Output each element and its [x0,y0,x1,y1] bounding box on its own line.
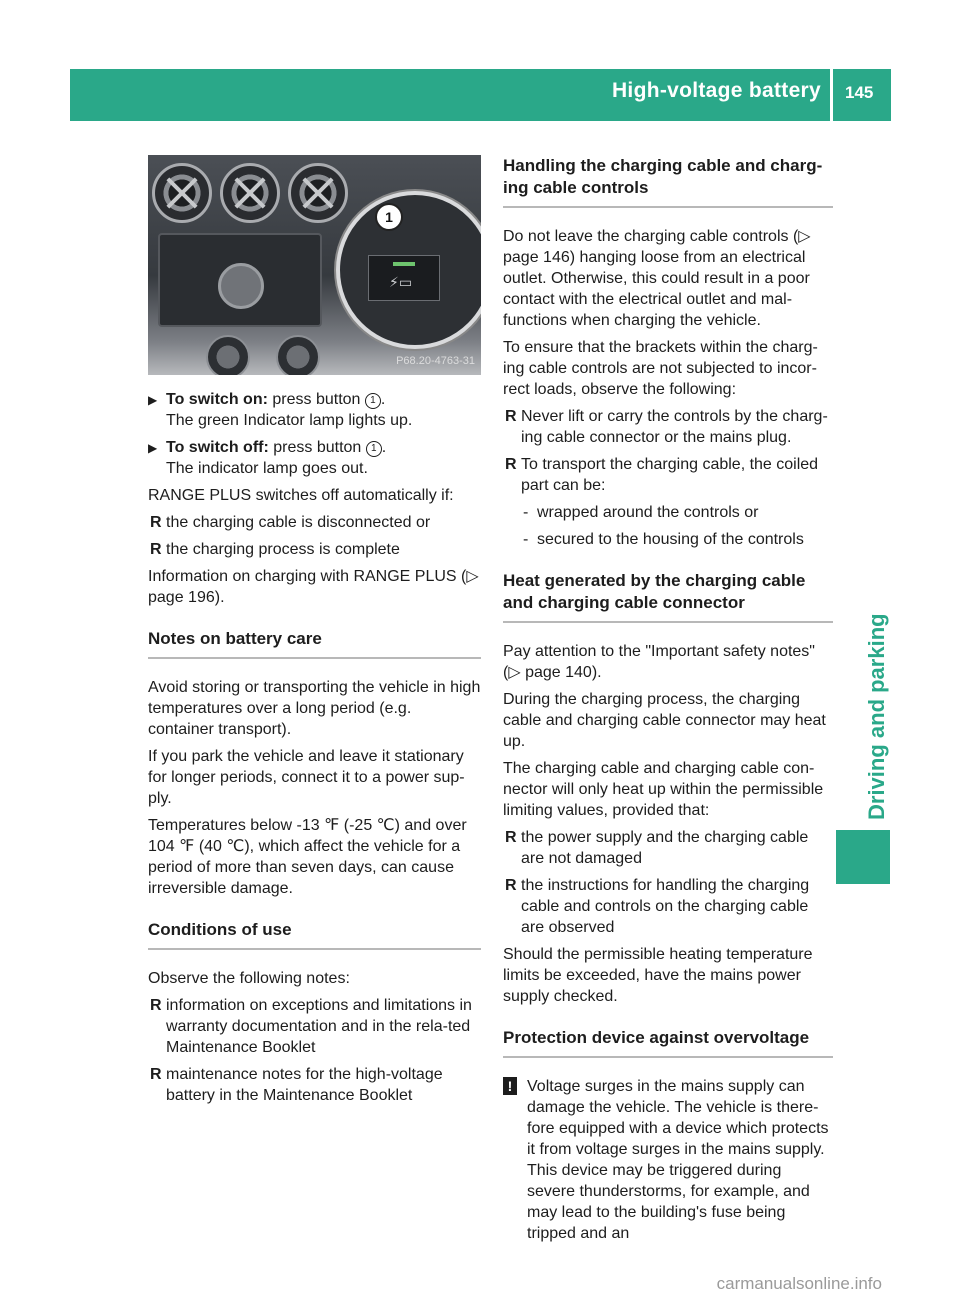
conditions-heading: Conditions of use [148,919,481,950]
switch-off-label: To switch off: [166,439,269,456]
sub-list-item: - wrapped around the controls or [523,504,759,521]
list-item: R Never lift or carry the controls by the charg-ing cable connector or the mains plug. [505,408,828,446]
auto-off-intro: RANGE PLUS switches off automatically if: [148,487,454,504]
paragraph: The charging cable and charging cable con-nector will only heat up within the permissible limiting values, provided that: [503,760,824,819]
switch-on-text: press button [272,391,361,408]
switch-on-step: ▶ To switch on: press button 1 . The green Indicator lamp lights up. [148,391,413,429]
control-knob-left [206,335,250,375]
warning-text: Voltage surges in the mains supply can damage the vehicle. The vehicle is there-fore equipped with a device which protects it from voltage surges in the mains supply. This device may be triggered during severe thunderstorms, for example, and may lead to the building's fuse being tripped and an [527,1078,829,1242]
paragraph: During the charging process, the charging cable and charging cable connector may heat up. [503,691,826,750]
info-text: Information on charging with RANGE PLUS (▷ page 196). [148,568,479,606]
list-item: R the power supply and the charging cable are not damaged [505,829,809,867]
air-vent-center-left [220,163,280,223]
header-divider [830,69,833,121]
heat-heading: Heat generated by the charging cable and charging cable connector [503,570,833,623]
section-tab-label: Driving and parking [864,613,889,820]
air-vent-center-right [288,163,348,223]
paragraph: Should the permissible heating temperature limits be exceeded, have the mains power supply checked. [503,946,813,1005]
paragraph: If you park the vehicle and leave it stationary for longer periods, connect it to a power sup-ply. [148,748,465,807]
left-column [148,155,481,1112]
handling-heading: Handling the charging cable and charg-ing cable controls [503,155,833,208]
switch-on-result: The green Indicator lamp lights up. [166,412,413,429]
step-arrow-icon: ▶ [148,441,158,455]
switch-off-text: press button [273,439,362,456]
paragraph: Avoid storing or transporting the vehicle in high temperatures over a long period (e.g. container transport). [148,679,481,738]
paragraph: Pay attention to the "Important safety notes" (▷ page 140). [503,643,815,681]
range-plus-button-detail [336,191,481,349]
list-item: R the instructions for handling the charging cable and controls on the charging cable are observed [505,877,810,936]
callout-ref: 1 [365,393,381,409]
audio-unit [158,233,322,327]
battery-plug-icon: ⚡▭ [389,274,413,290]
chapter-title: High-voltage battery [611,79,821,102]
air-vent-left [152,163,212,223]
callout-ref: 1 [366,441,382,457]
paragraph: Temperatures below -13 ℉ (-25 ℃) and over 104 ℉ (40 ℃), which affect the vehicle for a period of more than seven days, can cause irreversible damage. [148,817,467,897]
indicator-lamp [393,262,415,266]
figure-code: P68.20-4763-31 [396,355,475,367]
list-item: R the charging process is complete [150,541,400,558]
warning-note [503,1076,833,1244]
control-knob-right [276,335,320,375]
battery-care-heading: Notes on battery care [148,628,481,659]
right-column [503,155,833,1244]
step-arrow-icon: ▶ [148,393,158,407]
dashboard-figure [148,155,481,375]
paragraph: Do not leave the charging cable controls (▷ page 146) hanging loose from an electrical outlet. Otherwise, this could result in a poor contact with the electrical outlet and mal-functions when charging the vehicle. [503,228,811,329]
switch-on-label: To switch on: [166,391,268,408]
protection-heading: Protection device against overvoltage [503,1027,833,1058]
page-number: 145 [845,83,874,102]
switch-off-step: ▶ To switch off: press button 1 . The indicator lamp goes out. [148,439,387,477]
switch-off-result: The indicator lamp goes out. [166,460,368,477]
list-item: R To transport the charging cable, the coiled part can be: [505,456,819,494]
list-item: R the charging cable is disconnected or [150,514,431,531]
range-plus-button [368,255,440,301]
sub-list-item: - secured to the housing of the controls [523,531,804,548]
warning-icon: ! [503,1077,517,1095]
list-item: R maintenance notes for the high-voltage battery in the Maintenance Booklet [150,1066,443,1104]
list-item: R information on exceptions and limitations in warranty documentation and in the rela-ted Maintenance Booklet [150,997,472,1056]
watermark: carmanualsonline.info [716,1274,882,1293]
paragraph: To ensure that the brackets within the charg-ing cable controls are not subjected to incor-rect loads, observe the following: [503,339,818,398]
page-header [70,69,891,121]
conditions-intro: Observe the following notes: [148,970,350,987]
section-tab-marker [836,830,890,884]
figure-callout: 1 [375,203,403,231]
